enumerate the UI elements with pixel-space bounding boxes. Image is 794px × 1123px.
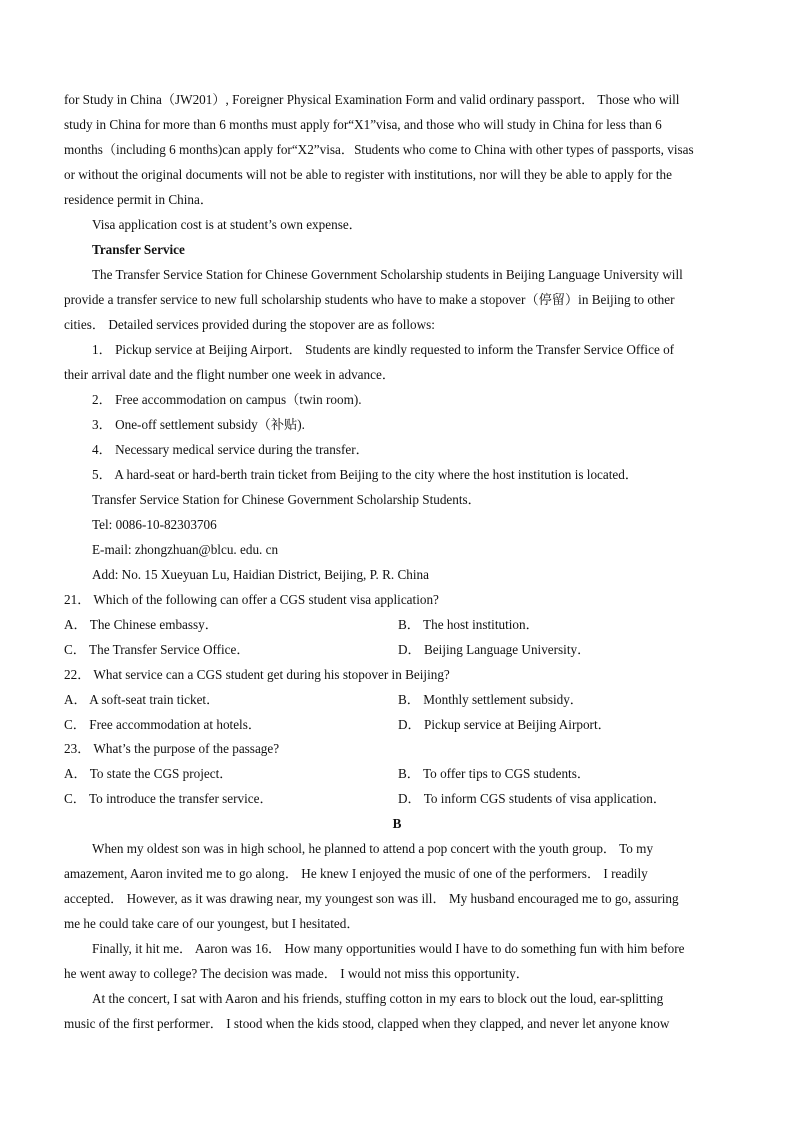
visa-paragraph-line: months（including 6 months)can apply for“X2”visa．Students who come to China with other types of passports, visas: [64, 142, 694, 157]
service-item: their arrival date and the flight number one week in advance．: [64, 367, 396, 382]
contact-address: Add: No. 15 Xueyuan Lu, Haidian District, Beijing, P. R. China: [92, 567, 429, 582]
service-item: 3． One-off settlement subsidy（补贴).: [92, 417, 305, 432]
visa-paragraph-line: residence permit in China．: [64, 192, 214, 207]
passage-b-line: accepted． However, as it was drawing near, my youngest son was ill． My husband encouraged me to go, assuring: [64, 891, 679, 906]
transfer-service-heading: Transfer Service: [92, 242, 185, 257]
passage-b-line: When my oldest son was in high school, he planned to attend a pop concert with the youth group． To my: [92, 841, 654, 856]
question-21-option-b: B． The host institution．: [398, 617, 539, 632]
question-22-option-d: D． Pickup service at Beijing Airport．: [398, 717, 611, 732]
question-23-option-c: C． To introduce the transfer service．: [64, 791, 273, 806]
visa-paragraph-line: or without the original documents will not be able to register with institutions, nor will they be able to apply for the: [64, 167, 672, 182]
question-22-stem: 22． What service can a CGS student get during his stopover in Beijing?: [64, 667, 450, 682]
contact-tel: Tel: 0086-10-82303706: [92, 517, 217, 532]
visa-paragraph-line: study in China for more than 6 months must apply for“X1”visa, and those who will study in China for less than 6: [64, 117, 662, 132]
question-23-option-d: D． To inform CGS students of visa application．: [398, 791, 667, 806]
question-23-stem: 23． What’s the purpose of the passage?: [64, 741, 280, 756]
service-item: 4． Necessary medical service during the transfer．: [92, 442, 369, 457]
service-item: 5． A hard-seat or hard-berth train ticket from Beijing to the city where the host institution is located．: [92, 467, 639, 482]
question-22-option-a: A． A soft-seat train ticket．: [64, 692, 220, 707]
question-21-option-d: D． Beijing Language University．: [398, 642, 591, 657]
passage-b-heading: B: [392, 816, 402, 831]
transfer-intro-line: cities． Detailed services provided during the stopover are as follows:: [64, 317, 435, 332]
question-21-stem: 21． Which of the following can offer a CGS student visa application?: [64, 592, 439, 607]
passage-b-line: me he could take care of our youngest, but I hesitated．: [64, 916, 360, 931]
contact-station: Transfer Service Station for Chinese Government Scholarship Students．: [92, 492, 481, 507]
question-22-option-c: C． Free accommodation at hotels．: [64, 717, 262, 732]
visa-cost-line: Visa application cost is at student’s own expense．: [92, 217, 362, 232]
service-item: 1． Pickup service at Beijing Airport． Students are kindly requested to inform the Transfer Service Office of: [92, 342, 675, 357]
question-23-option-a: A． To state the CGS project．: [64, 766, 233, 781]
question-22-option-b: B． Monthly settlement subsidy．: [398, 692, 583, 707]
question-21-option-a: A． The Chinese embassy．: [64, 617, 218, 632]
passage-b-line: Finally, it hit me． Aaron was 16． How many opportunities would I have to do something fun with him before: [92, 941, 685, 956]
visa-paragraph-line: for Study in China（JW201）, Foreigner Physical Examination Form and valid ordinary passport． Those who will: [64, 92, 680, 107]
service-item: 2． Free accommodation on campus（twin room).: [92, 392, 362, 407]
question-23-option-b: B． To offer tips to CGS students．: [398, 766, 591, 781]
contact-email: E-mail: zhongzhuan@blcu. edu. cn: [92, 542, 279, 557]
transfer-intro-line: The Transfer Service Station for Chinese Government Scholarship students in Beijing Language University will: [92, 267, 683, 282]
passage-b-line: At the concert, I sat with Aaron and his friends, stuffing cotton in my ears to block out the loud, ear-splitting: [92, 991, 664, 1006]
passage-b-line: he went away to college? The decision was made． I would not miss this opportunity．: [64, 966, 529, 981]
question-21-option-c: C． The Transfer Service Office．: [64, 642, 250, 657]
passage-b-line: music of the first performer． I stood when the kids stood, clapped when they clapped, and never let anyone know: [64, 1016, 670, 1031]
passage-b-line: amazement, Aaron invited me to go along． He knew I enjoyed the music of one of the performers． I readily: [64, 866, 648, 881]
transfer-intro-line: provide a transfer service to new full scholarship students who have to make a stopover（停留）in Beijing to other: [64, 292, 675, 307]
